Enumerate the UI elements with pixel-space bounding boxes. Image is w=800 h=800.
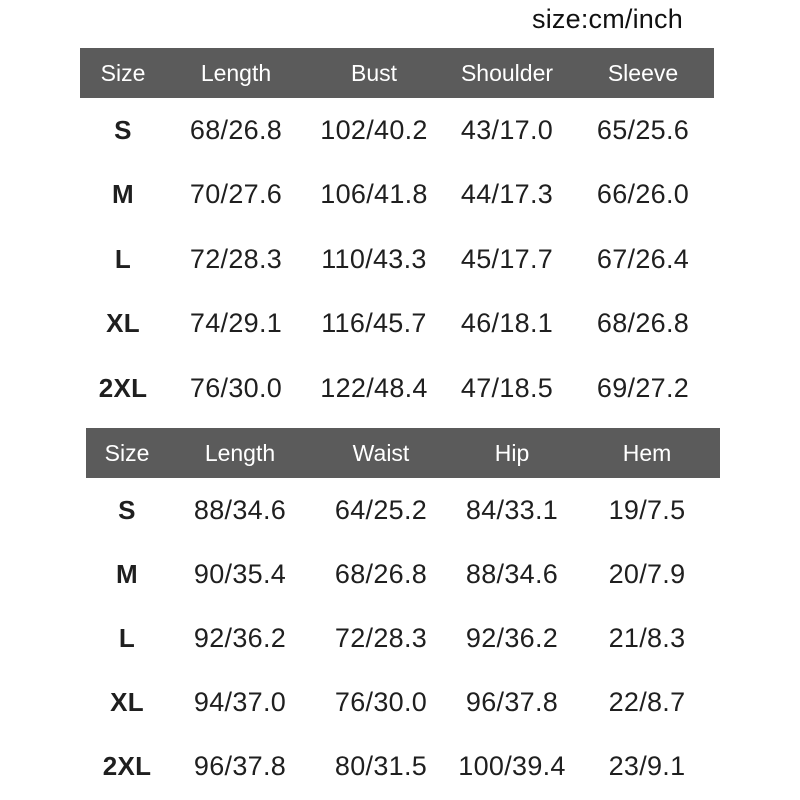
shoulder-value: 47/18.5 — [460, 372, 554, 403]
length-value: 96/37.8 — [193, 750, 287, 781]
length-value: 94/37.0 — [193, 686, 287, 717]
table-row — [86, 542, 720, 606]
length-value: 72/28.3 — [189, 243, 283, 274]
size-label: L — [118, 622, 136, 653]
hem-value: 20/7.9 — [608, 558, 686, 589]
hip-value: 100/39.4 — [458, 750, 566, 781]
header-length: Length — [204, 439, 276, 466]
length-value: 70/27.6 — [189, 179, 283, 210]
sleeve-value: 68/26.8 — [596, 308, 690, 339]
bust-value: 102/40.2 — [320, 114, 428, 145]
bust-value: 110/43.3 — [321, 243, 427, 274]
hem-value: 23/9.1 — [608, 750, 686, 781]
shoulder-value: 43/17.0 — [460, 114, 554, 145]
header-hem: Hem — [622, 439, 672, 466]
shoulder-value: 45/17.7 — [460, 243, 554, 274]
header-waist: Waist — [352, 439, 410, 466]
header-shoulder: Shoulder — [460, 59, 554, 86]
length-value: 74/29.1 — [189, 308, 283, 339]
hem-value: 21/8.3 — [608, 622, 686, 653]
table-row — [86, 606, 720, 670]
size-label: M — [112, 179, 134, 210]
waist-value: 64/25.2 — [334, 494, 428, 525]
sleeve-value: 69/27.2 — [596, 372, 690, 403]
header-hip: Hip — [494, 439, 530, 466]
hip-value: 92/36.2 — [465, 622, 559, 653]
waist-value: 76/30.0 — [334, 686, 428, 717]
table-row — [86, 478, 720, 542]
bottom-size-table — [86, 428, 720, 798]
size-label: S — [118, 494, 136, 525]
length-value: 76/30.0 — [189, 372, 283, 403]
top-size-table — [80, 48, 714, 421]
header-size: Size — [100, 59, 146, 86]
header-length: Length — [200, 59, 272, 86]
table-row — [80, 292, 714, 357]
size-label: 2XL — [98, 372, 148, 403]
table-row — [80, 163, 714, 228]
hip-value: 84/33.1 — [465, 494, 559, 525]
size-label: XL — [110, 686, 144, 717]
size-label: S — [114, 114, 132, 145]
table-row — [86, 670, 720, 734]
bust-value: 106/41.8 — [320, 179, 428, 210]
size-label: M — [116, 558, 138, 589]
waist-value: 72/28.3 — [334, 622, 428, 653]
waist-value: 68/26.8 — [334, 558, 428, 589]
length-value: 68/26.8 — [189, 114, 283, 145]
table-row — [86, 734, 720, 798]
sleeve-value: 67/26.4 — [596, 243, 690, 274]
hem-value: 19/7.5 — [608, 494, 686, 525]
waist-value: 80/31.5 — [334, 750, 428, 781]
sleeve-value: 66/26.0 — [596, 179, 690, 210]
header-sleeve: Sleeve — [607, 59, 679, 86]
unit-note: size:cm/inch — [532, 4, 683, 34]
size-label: L — [114, 243, 132, 274]
bust-value: 122/48.4 — [320, 372, 428, 403]
header-bust: Bust — [350, 59, 398, 86]
top-table-header-row — [80, 48, 714, 98]
hip-value: 88/34.6 — [465, 558, 559, 589]
bottom-table-header-row — [86, 428, 720, 478]
hem-value: 22/8.7 — [608, 686, 686, 717]
shoulder-value: 46/18.1 — [460, 308, 554, 339]
table-row — [80, 227, 714, 292]
shoulder-value: 44/17.3 — [460, 179, 554, 210]
size-label: XL — [106, 308, 140, 339]
length-value: 88/34.6 — [193, 494, 287, 525]
length-value: 92/36.2 — [193, 622, 287, 653]
sleeve-value: 65/25.6 — [596, 114, 690, 145]
table-row — [80, 356, 714, 421]
table-row — [80, 98, 714, 163]
bust-value: 116/45.7 — [321, 308, 427, 339]
hip-value: 96/37.8 — [465, 686, 559, 717]
length-value: 90/35.4 — [193, 558, 287, 589]
size-label: 2XL — [102, 750, 152, 781]
header-size: Size — [104, 439, 150, 466]
